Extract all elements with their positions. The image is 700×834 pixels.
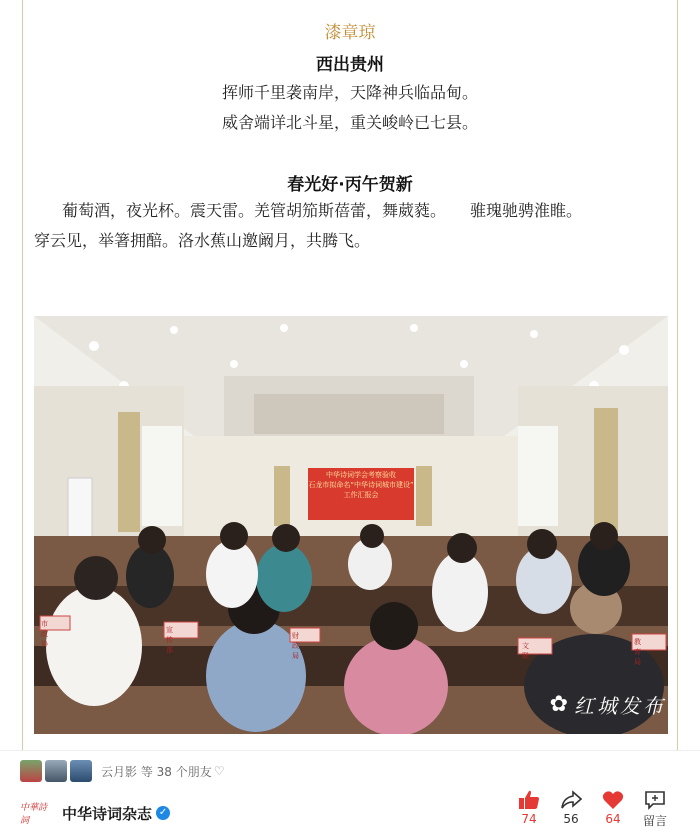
share-button[interactable] xyxy=(550,790,592,829)
poem-line: 挥师千里袭南岸，天降神兵临品甸。 xyxy=(221,83,478,102)
banner-line: 中华诗词学会考察验收 xyxy=(326,471,396,479)
account-row[interactable] xyxy=(20,800,170,826)
banner-line: 石龙市拟命名“中华诗词城市建设” xyxy=(308,481,414,489)
heart-outline-icon: ♡ xyxy=(213,764,225,778)
favorite-count: 64 xyxy=(605,812,621,826)
share-count: 56 xyxy=(563,812,579,826)
like-button[interactable] xyxy=(508,790,550,829)
account-name[interactable]: 中华诗词杂志 xyxy=(62,804,153,823)
banner-line: 工作汇报会 xyxy=(343,491,379,499)
share-arrow-icon xyxy=(560,790,582,810)
comment-button[interactable] xyxy=(634,790,676,829)
verified-badge-icon: ✓ xyxy=(156,806,170,820)
comment-label: 留言 xyxy=(642,814,667,828)
avatar[interactable] xyxy=(20,760,42,782)
meeting-room-illustration xyxy=(34,316,668,734)
poem-line: 穿云见，举箸拥醅。洛水蕉山邀阚月，共腾飞。 xyxy=(34,231,371,250)
comment-icon xyxy=(644,790,666,810)
poem-author: 漆章琼 xyxy=(324,23,376,43)
poem-title-2: 春光好·丙午贺新 xyxy=(287,175,413,195)
meeting-photo[interactable] xyxy=(34,316,668,734)
banner-text xyxy=(308,470,414,500)
desk-sign: 宣传部 xyxy=(166,626,173,654)
account-logo: 中華詩詞 xyxy=(20,803,48,826)
desk-sign: 文联 xyxy=(522,642,529,660)
avatar[interactable] xyxy=(45,760,67,782)
thumbs-up-icon xyxy=(518,790,540,810)
watermark-text: 红城发布 xyxy=(574,694,666,718)
poem-title-1: 西出贵州 xyxy=(316,55,384,75)
desk-sign: 财政局 xyxy=(292,632,299,660)
friends-text: 云月影 等 38 个朋友 xyxy=(101,764,212,779)
action-bar xyxy=(508,790,676,829)
poem-line: 威舍端详北斗星，重关峻岭已七县。 xyxy=(221,113,478,132)
like-count: 74 xyxy=(521,812,537,826)
photo-watermark xyxy=(550,690,666,719)
heart-icon xyxy=(602,790,624,810)
desk-sign: 教育局 xyxy=(634,638,641,666)
poem-line: 葡萄酒，夜光杯。震天雷。羌管胡笳斯蓓蕾，舞葳蕤。 骓瑰驰骋淮睢。 xyxy=(62,201,583,220)
flower-logo-icon: ✿ xyxy=(549,692,568,717)
favorite-button[interactable] xyxy=(592,790,634,829)
friends-liked-row[interactable] xyxy=(20,760,224,782)
avatar[interactable] xyxy=(70,760,92,782)
footer-divider xyxy=(0,750,700,751)
desk-sign: 市政协 xyxy=(41,620,48,648)
